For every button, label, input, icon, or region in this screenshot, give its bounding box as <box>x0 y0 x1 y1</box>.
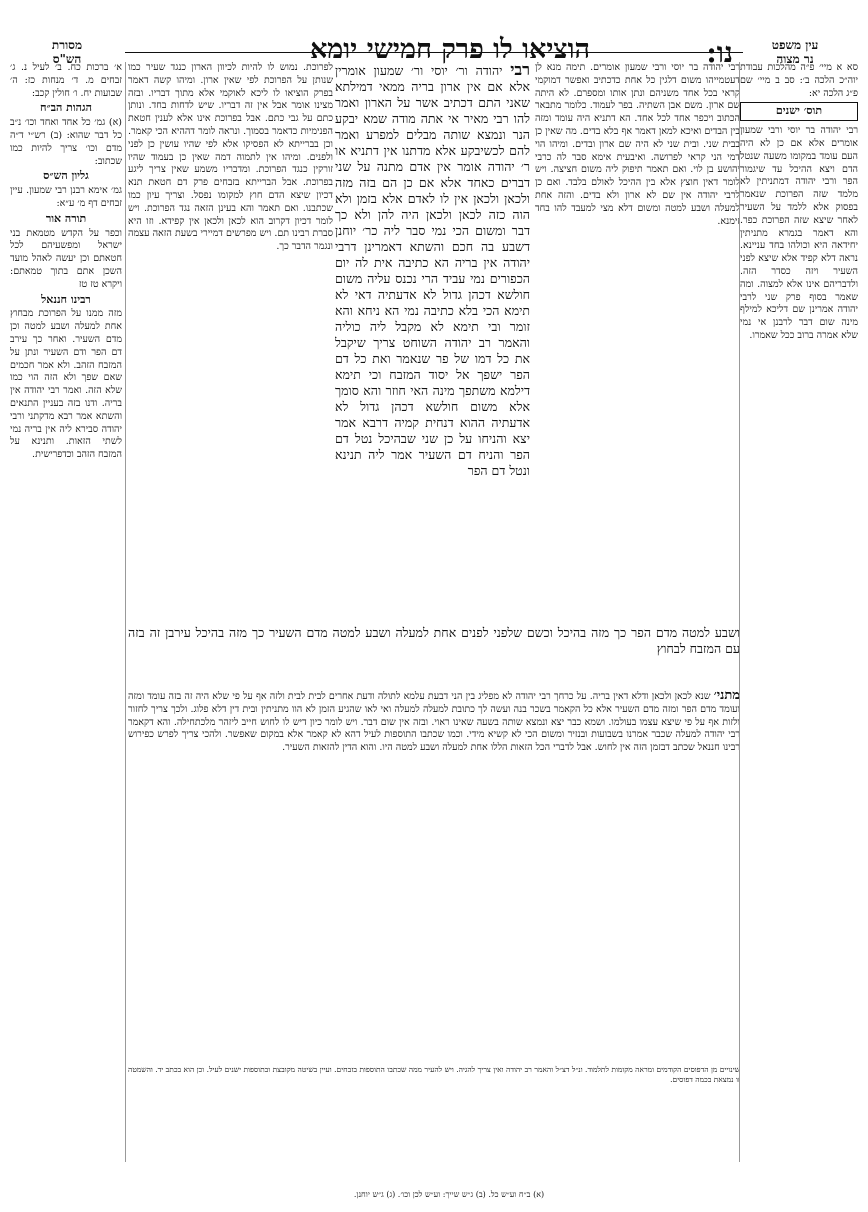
ein-mishpat-heading: עין משפט נר מצוה <box>771 38 819 66</box>
column-divider <box>125 62 126 1162</box>
rabbeinu-chananel-text: מזה ממנו על הפרוכת מבחוץ אחת למעלה ושבע למטה וכן מדם השעיר. ואחר כך עירב דם הפר ודם השעיר ונתן על המזבח הזהב. ולא אמר חכמים שאם שפך ולא הזה הוי כמו שלא הזה. ואמר רבי יהודה אין בריה. ודנו בזה בעניין התנאים והשתא אמר רבא מדקתני ורבי יהודה סבירא ליה אין בריה נמי לשתי הזאות. ותנינא על המזבח הזהב וכדפרישית. <box>10 308 122 461</box>
mishnah-label: מתני׳ <box>713 690 740 703</box>
rabbeinu-chananel-heading: רבינו חננאל <box>41 292 91 306</box>
gilyon-text: גמ׳ אימא רבנן רבי שמעון. עיין זבחים דף מ׳ ע״א: <box>10 185 122 209</box>
bottom-note: (א) ב״ח וע״ש כל. (ב) ג״ש שייך: וע״ש לכן וכו׳. (ג) ג״ש יוחנן. <box>353 1190 545 1199</box>
tosafot-column <box>128 62 333 622</box>
gemara-continuation <box>128 625 740 685</box>
left-margin-column <box>10 62 122 1162</box>
gemara-column <box>335 62 530 622</box>
gemara-continuation-text: ושבע למטה מדם הפר כך מזה בהיכל וכשם שלפני לפנים אחת למעלה ושבע למטה מדם השעיר כך מזה בהיכל עירבן זה בזה עם המזבח לבחוץ <box>128 625 740 656</box>
gilyon-heading: גליון הש״ס <box>43 169 89 183</box>
footer-notes <box>128 1065 740 1165</box>
footer-text: שינויים מן הדפוסים הקודמים ומראה מקומות לתלמוד. ונ״ל דצ״ל והאמר רב יהודה ואין צריך להגיה. ויש להעיר ממה שכתבו התוספות בזבחים. ועיין בשיטה מקובצת ובתוספות ישנים לעיל. וכן הוא בכתב יד. והשמטה זו נמצאת בכמה דפוסים. <box>128 1065 740 1084</box>
hagahot-heading: הגהות הב״ח <box>40 101 92 115</box>
lower-commentary <box>128 690 740 1060</box>
rashi-column <box>535 62 740 602</box>
hagahot-text: (א) גמ׳ כל אחד ואחד וכו׳ נ״ב כל דבר שהוא: (ב) רש״י ד״ה מדם וכו׳ צריך להיות כמו שכתוב: <box>10 117 122 167</box>
column-divider <box>739 62 740 1162</box>
rashi-text: רבי יהודה בר יוסי ורבי שמעון אומרים. תימה מנא לן דעטמייהו משום דלגין כל אחת כדכתיב ואפשר דמוקמי קראי בכל אחד משניהם ונתן אותו ומספרם. לא היתה שם ארון. משם אבן השתיה. בפר לעמוד. כלומר מתבאר הכתוב ויכפר אחד לכל אחד. הא דתניא היה עומד ומזה בין הבדים ואיכא למאן דאמר אף בלא בדים. מה שאין כן בבית שני. ובית שני לא היה שם ארון ובדים. ומיהו הוי דמי הני קראי לפרושה. ואיבעית אימא סבר לה כרבי יהושע בן לוי. ואם תאמר תיפוק ליה משום חציצה. ויש לומר דאין חוצץ אלא בין ההיכל לאולם בלבד. ואם כן לרבי יהודה אין שם לא ארון ולא בדים. והזה אחת למעלה ושבע למטה ומשום דלא מצי למעבד להו בחד זימנא. <box>535 62 740 227</box>
page-number: נו: <box>706 36 733 69</box>
tosafot-yeshanim-heading: תוס׳ ישנים <box>740 102 858 121</box>
torah-or-text: וכפר על הקדש מטמאת בני ישראל ומפשעיהם לכל חטאתם וכן יעשה לאהל מועד השכן אתם בתוך טמאתם: ויקרא טז טז <box>10 227 122 290</box>
gemara-opening-word: רבי <box>510 62 530 79</box>
page-title: הוציאו לו פרק חמישי יומא <box>309 34 591 65</box>
header-divider <box>125 52 743 53</box>
mesoret-heading: מסורת הש"ס <box>51 38 83 66</box>
lower-commentary-text: שנא לכאן ולכאן ודלא דאין בריה. על כרחך רבי יהודה לא מפליג בין הני דבעת עלמא לתולה ודעת אחרים לבית לבית ולזה אף על פי שלא היה זה בזה עומד ומזה ועומד מדם הפר ומזה מדם השעיר אלא כל הקאמר בשכר בנה ועשה לך כתובת למעלה למעלה ואי לאו שהגיע הזמן לא הוו מתניתין ובית דין דלא פלוג. ולכך צריך לחזור ולזות אף על פי שיצא עצמו בעולמו. ושמא כבר יצא ונמצא שותה בשעה שאינו ראוי. ובזה אין שום דבר. ויש לומר כיון דיש לו לחוש חייב ליזהר מלכתחילה. והא דקאמר רבי יהודה למעלה שכבר אמרנו בשבועות ובנזיר ומשום הכי לא קשיא מידי. וכמו שכתבו התוספות לעיל דהא לא קאמר אלא במקום שאפשר. ולהכי צריך לפרש כפירוש רבינו חננאל שכתב דבזמן הזה אין לחוש. אבל לדברי הכל הזאות הללו אחת למעלה ושבע למטה היו. והוא הדין להזאות השעיר. <box>128 691 740 754</box>
tosafot-text: לפרוכת. נמוש לו להיות לכיוון הארון כנגד שעיר כמו שנותן על הפרוכת לפי שאין ארון. ומיהו קשה דאמר בפרק הוציאו לו ליכא לאוקמי אלא מתוך דבריו. ובזה מצינו אומר אבל אין זה דבריו. שיש לדחות בחד. ונותן כתם על גבי כתם. אבל בפרוכת אינו אלא לענין חטאת הפנימיות כדאמר בסמוך. ונראה לומר דההיא הכי קאמר. וכן בברייתא לא הפסיקו אלא לפי שהיו עושין כן לפני ולפנים. ומיהו אין לתמוה דמה שאין כן בעמוד שהיו זורקין כנגד הפרוכת. ומדבריו משמע שאין צריך ליגע בפרוכת. אבל הברייתא בזבחים פרק דם חטאת תנא דכיון שיצא הדם חוץ למקומו נפסל. וצריך עיון כמו שכתבנו. ואם תאמר והא בעינן הזאה נגד הפרוכת. ויש לומר דכיון דקרוב הוא לכאן ולכאן אין קפידא. וזו היא סברת רבינו תם. ויש מפרשים דמיירי בשעת הזאה עצמה ונגמר הדבר כך. <box>128 62 333 253</box>
gemara-text: יהודה ור׳ יוסי ור׳ שמעון אומרין אלא אם אין ארון בריה ממאי דמילתא שאני התם דכתיב אשר על הארון ואמר להו רבי מאיר אי אתה מודה שמא יבקע הנר ונמצא שותה מבלים למפרע ואמר להם לכשיבקע אלא מדתנו אין דתניא או ר׳ יהודה אומר אין אדם מתנה על שני דברים כאחד אלא אם כן הם בזה מזה ולכאן ולכאן אין לו לאדם אלא בזמן ולא הוה כזה לכאן ולכאן היה להן ולא כך דבר ומשום הכי נמי סבר ליה כר׳ יוחנן דשבע בה חכם והשתא דאמרינן דרבי יהודה אין בריה הא כתיבה אית לה יום הכפורים נמי עביד הרי נכנס עליה משום חולשא דכהן גדול לא אדעתיה דאי לא תימא הכי בלא כתיבה נמי הא ניחא והא זומר ובי תימא לא מקבל ליה כוליה והאמר רב יהודה השוחט צריך שיקבל את כל דמו של פר שנאמר ואת כל דם הפר ישפך אל יסוד המזבח וכי תימא דילמא משתפך מינה האי חוזר והא סומך אלא משום חולשא דכהן גדול לא אדעתיה ההוא דנחית קמיה דרבא אמר יצא והניחו על כן שני שבהיכל נטל דם הפר והניח דם השעיר אמר ליה תנינא ונטל דם הפר <box>335 63 530 478</box>
ein-mishpat-text: סא א מיי׳ פ״ה מהלכות עבודת יוה״כ הלכה ב׳: סב ב מיי׳ שם פ״ג הלכה יא: <box>740 62 858 99</box>
mesoret-text: א׳ ברכות כח. ב׳ לעיל נ. ג׳ זבחים מ. ד׳ מנחות כז: ה׳ שבועות יח. ו׳ חולין קכב: <box>10 62 122 99</box>
torah-or-heading: תורה אור <box>45 211 87 225</box>
tosafot-yeshanim-text: רבי יהודה בר יוסי ורבי שמעון אומרים אלא אם כן לא היה העם עומד במקומו משעה שנטל הדם ויצא ההיכל עד שיגמור הפר ורבי יהודה דמתניתין לא מלמד שזה הפרוכת שנאמר בפסוק אלא ללמד על השעיר לאחר שיצא שזה הפרוכת כפר. והא דאמר בגמרא מתניתין יחידאה היא וכולהו בחד עניינא. נראה דלא קפיד אלא שיצא לפני השעיר ויזה כסדר הזה. ולדבריהם אינו אלא למצוה. ומה שאמר בסוף פרק שני לרבי יהודה אמרינן שם דליכא למילף מינה שום דבר לרבנן אי נמי שלא אמרה ברוב ככל שאמרו. <box>740 125 858 341</box>
right-margin-column <box>740 62 858 1162</box>
